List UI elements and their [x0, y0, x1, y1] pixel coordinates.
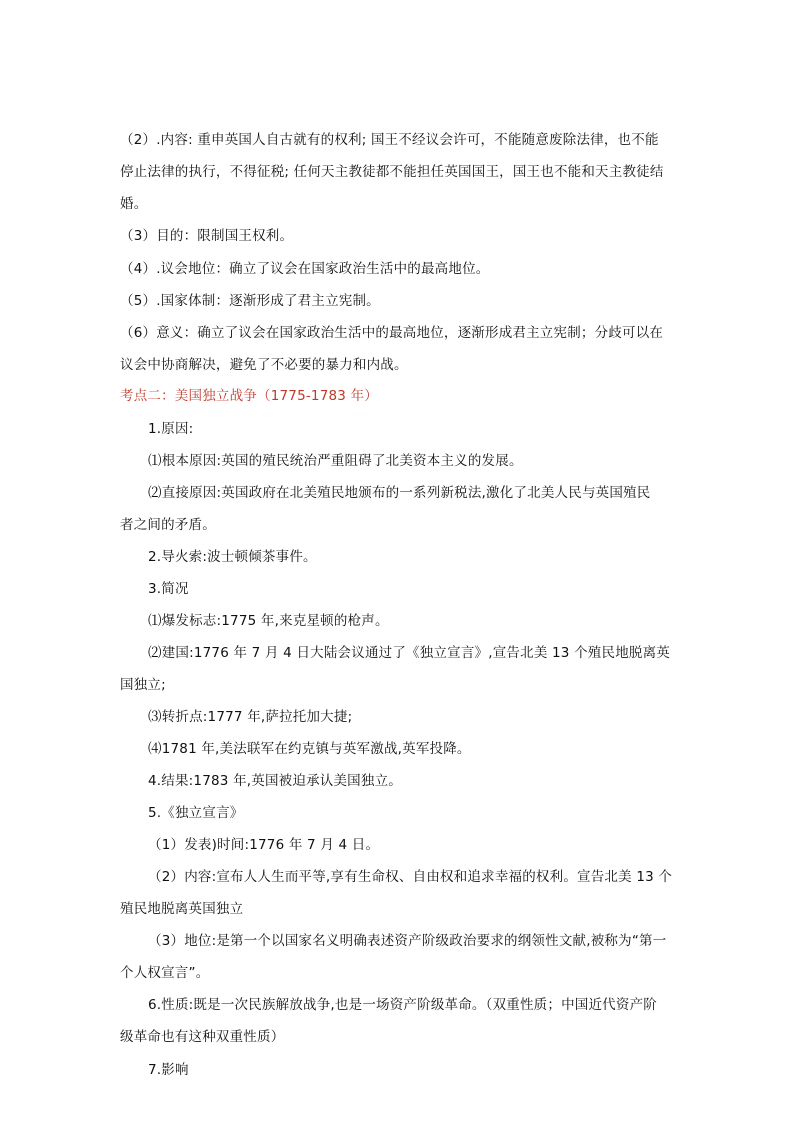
line-founding-1: ⑵建国:1776 年 7 月 4 日大陆会议通过了《独立宣言》,宣告北美 13 个殖民地脱离英 [148, 645, 670, 661]
line-declaration-title: 5.《独立宣言》 [148, 805, 244, 821]
line-content-3: 婚。 [120, 196, 148, 212]
line-system: （5）.国家体制：逐渐形成了君主立宪制。 [120, 293, 380, 309]
line-purpose: （3）目的：限制国王权利。 [120, 228, 294, 244]
line-significance-1: （6）意义：确立了议会在国家政治生活中的最高地位，逐渐形成君主立宪制；分歧可以在 [120, 325, 664, 341]
line-cause-title: 1.原因: [148, 421, 194, 437]
line-content-1: （2）.内容: 重申英国人自古就有的权利; 国王不经议会许可，不能随意废除法律，也不能 [120, 132, 659, 148]
line-declaration-status-2: 个人权宣言”。 [120, 965, 210, 981]
line-overview: 3.简况 [148, 581, 189, 597]
line-cause-direct-1: ⑵直接原因:英国政府在北美殖民地颁布的一系列新税法,激化了北美人民与英国殖民 [148, 485, 651, 501]
line-founding-2: 国独立; [120, 677, 166, 693]
section-heading: 考点二：美国独立战争（1775-1783 年） [120, 388, 378, 404]
line-content-2: 停止法律的执行，不得征税; 任何天主教徒都不能担任英国国王，国王也不能和天主教徒结 [120, 164, 664, 180]
line-declaration-date: （1）发表)时间:1776 年 7 月 4 日。 [148, 837, 380, 853]
line-outbreak: ⑴爆发标志:1775 年,来克星顿的枪声。 [148, 613, 389, 629]
line-impact: 7.影响 [148, 1062, 189, 1078]
line-result: 4.结果:1783 年,英国被迫承认美国独立。 [148, 773, 402, 789]
line-declaration-content-2: 殖民地脱离英国独立 [120, 901, 244, 917]
line-turning-point: ⑶转折点:1777 年,萨拉托加大捷; [148, 709, 353, 725]
line-trigger: 2.导火索:波士顿倾茶事件。 [148, 549, 317, 565]
line-cause-root: ⑴根本原因:英国的殖民统治严重阻碍了北美资本主义的发展。 [148, 453, 523, 469]
line-declaration-content-1: （2）内容:宣布人人生而平等,享有生命权、自由权和追求幸福的权利。宣告北美 13 个 [148, 869, 673, 885]
line-significance-2: 议会中协商解决，避免了不必要的暴力和内战。 [120, 357, 408, 373]
line-nature-1: 6.性质:既是一次民族解放战争,也是一场资产阶级革命。（双重性质；中国近代资产阶 [148, 997, 657, 1013]
line-nature-2: 级革命也有这种双重性质） [120, 1029, 285, 1045]
line-parliament: （4）.议会地位：确立了议会在国家政治生活中的最高地位。 [120, 261, 490, 277]
line-yorktown: ⑷1781 年,美法联军在约克镇与英军激战,英军投降。 [148, 741, 471, 757]
line-cause-direct-2: 者之间的矛盾。 [120, 517, 216, 533]
line-declaration-status-1: （3）地位:是第一个以国家名义明确表述资产阶级政治要求的纲领性文献,被称为“第一 [148, 933, 667, 949]
